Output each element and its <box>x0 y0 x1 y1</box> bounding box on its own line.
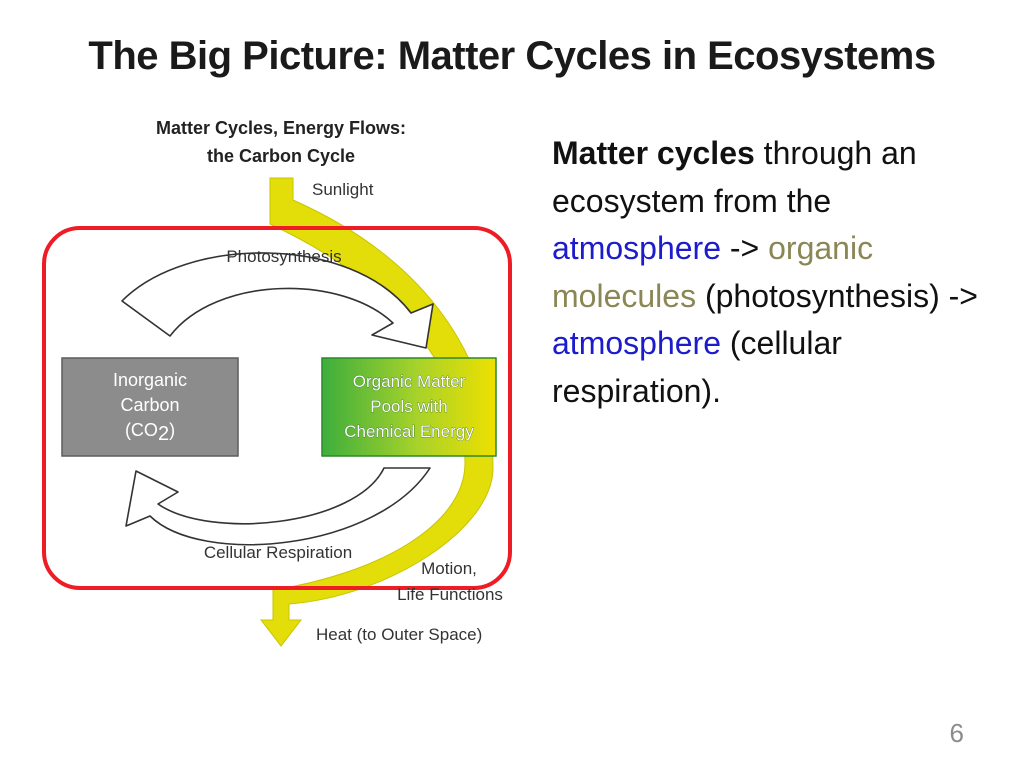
motion-label-line1: Motion, <box>421 559 477 578</box>
body-text-span: -> <box>720 230 769 266</box>
body-text-span: through an ecosystem from the <box>552 135 917 219</box>
organic-line3: Chemical Energy <box>344 422 474 441</box>
body-atmosphere-2: atmosphere <box>552 325 721 361</box>
co2-subscript: 2 <box>157 423 170 445</box>
photosynthesis-label: Photosynthesis <box>226 247 342 266</box>
organic-line1: Organic Matter <box>352 372 466 391</box>
body-text-span: (cellular respiration). <box>552 325 842 409</box>
body-bold-phrase: Matter cycles <box>552 135 755 171</box>
inorganic-line2: Carbon <box>120 395 180 415</box>
body-atmosphere-1: atmosphere <box>552 230 721 266</box>
motion-label-line2: Life Functions <box>397 585 503 604</box>
cellular-respiration-label: Cellular Respiration <box>203 543 353 562</box>
co2-suffix: ) <box>169 420 176 440</box>
co2-prefix: (CO <box>124 420 158 440</box>
slide-body-text <box>552 130 992 415</box>
sunlight-label: Sunlight <box>312 180 374 199</box>
slide-number: 6 <box>949 718 964 748</box>
heat-label: Heat (to Outer Space) <box>316 625 483 644</box>
body-text-span: (photosynthesis) -> <box>696 277 978 314</box>
diagram-heading-line1: Matter Cycles, Energy Flows: <box>155 118 407 138</box>
cellular-respiration-arrow <box>126 468 430 545</box>
body-organic-molecules: organic molecules <box>552 230 874 314</box>
organic-line2: Pools with <box>370 397 448 416</box>
diagram-heading-line2: the Carbon Cycle <box>206 146 356 166</box>
slide-title: The Big Picture: Matter Cycles in Ecosystems <box>88 34 936 78</box>
inorganic-line1: Inorganic <box>112 370 188 390</box>
carbon-cycle-diagram <box>38 108 528 653</box>
